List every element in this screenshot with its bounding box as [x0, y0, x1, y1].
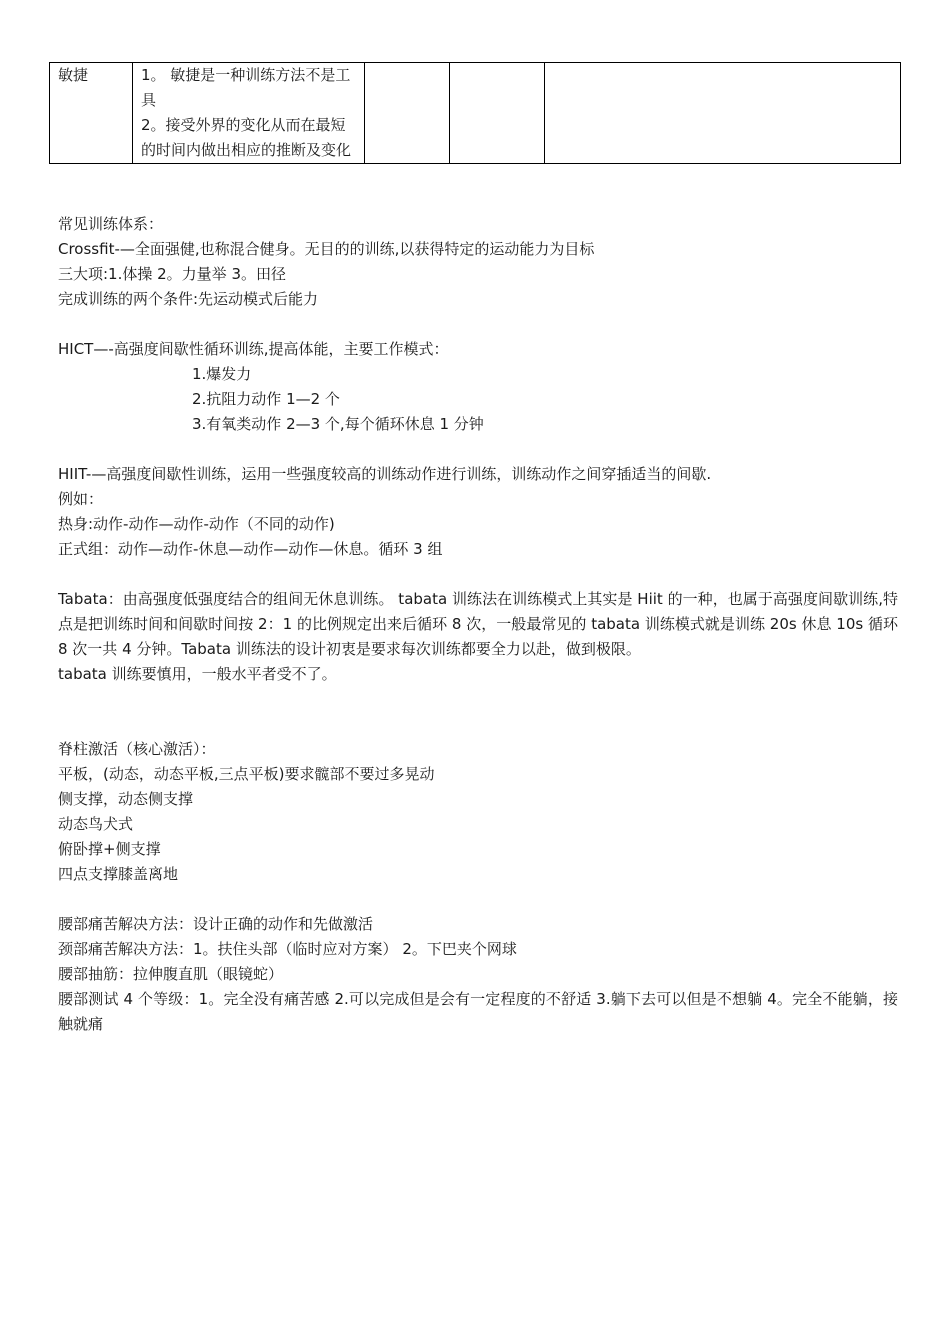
example-label: 例如： — [58, 490, 104, 508]
description-point-2: 2。接受外界的变化从而在最短的时间内做出相应的推断及变化 — [141, 116, 352, 159]
description-point-1: 1。 敏捷是一种训练方法不是工具 — [141, 66, 351, 109]
table-cell-empty-4 — [450, 63, 545, 164]
table-cell-empty-3 — [365, 63, 450, 164]
spacer — [58, 312, 898, 337]
spine-activation-heading: 脊柱激活（核心激活）： — [58, 740, 216, 758]
table-cell-description — [133, 63, 365, 164]
waist-cramp-line: 腰部抽筋：拉伸腹直肌（眼镜蛇） — [58, 965, 284, 983]
document-body — [58, 212, 903, 1037]
three-events-line: 三大项:1.体操 2。力量举 3。田径 — [58, 265, 286, 283]
hict-mode-3: 3.有氧类动作 2—3 个,每个循环休息 1 分钟 — [192, 415, 484, 433]
table-cell-empty-5 — [545, 63, 901, 164]
common-systems-heading: 常见训练体系： — [58, 215, 164, 233]
spacer — [58, 562, 898, 587]
tabata-paragraph: Tabata：由高强度低强度结合的组间无休息训练。 tabata 训练法在训练模式上其实是 Hiit 的一种，也属于高强度间歇训练,特点是把训练时间和间歇时间按 2：1 的比例规定出来后循环 8 次，一般最常见的 tabata 训练模式就是训练 20s 休息 10s 循环 8 次一共 4 分钟。Tabata 训练法的设计初衷是要求每次训练都要全力以赴，做到极限。 — [58, 590, 903, 658]
term-label: 敏捷 — [58, 66, 89, 84]
spacer — [58, 887, 898, 912]
tabata-caution-line: tabata 训练要慎用，一般水平者受不了。 — [58, 665, 337, 683]
agility-table — [49, 62, 901, 164]
crossfit-paragraph: Crossfit-—全面强健,也称混合健身。无目的的训练,以获得特定的运动能力为目标 — [58, 240, 595, 258]
warmup-line: 热身:动作-动作—动作-动作（不同的动作) — [58, 515, 335, 533]
spine-item-2: 侧支撑，动态侧支撑 — [58, 790, 194, 808]
formal-set-line: 正式组：动作—动作-休息—动作—动作—休息。循环 3 组 — [58, 540, 443, 558]
spacer — [58, 687, 898, 737]
neck-pain-line: 颈部痛苦解决方法：1。扶住头部（临时应对方案） 2。下巴夹个网球 — [58, 940, 517, 958]
hict-heading: HICT—-高强度间歇性循环训练,提高体能，主要工作模式： — [58, 340, 449, 358]
spine-item-5: 四点支撑膝盖离地 — [58, 865, 179, 883]
two-conditions-line: 完成训练的两个条件:先运动模式后能力 — [58, 290, 319, 308]
waist-test-paragraph: 腰部测试 4 个等级：1。完全没有痛苦感 2.可以完成但是会有一定程度的不舒适 3.躺下去可以但是不想躺 4。完全不能躺，接触就痛 — [58, 990, 898, 1033]
spine-item-1: 平板，(动态，动态平板,三点平板)要求髋部不要过多晃动 — [58, 765, 435, 783]
spine-item-4: 俯卧撑+侧支撑 — [58, 840, 161, 858]
table-cell-term — [50, 63, 133, 164]
waist-pain-line: 腰部痛苦解决方法：设计正确的动作和先做激活 — [58, 915, 374, 933]
hict-mode-1: 1.爆发力 — [192, 365, 252, 383]
spine-item-3: 动态鸟犬式 — [58, 815, 134, 833]
hiit-paragraph: HIIT-—高强度间歇性训练，运用一些强度较高的训练动作进行训练，训练动作之间穿插适当的间歇. — [58, 465, 712, 483]
hict-mode-2: 2.抗阻力动作 1—2 个 — [192, 390, 340, 408]
table-row — [50, 63, 901, 164]
spacer — [58, 437, 898, 462]
